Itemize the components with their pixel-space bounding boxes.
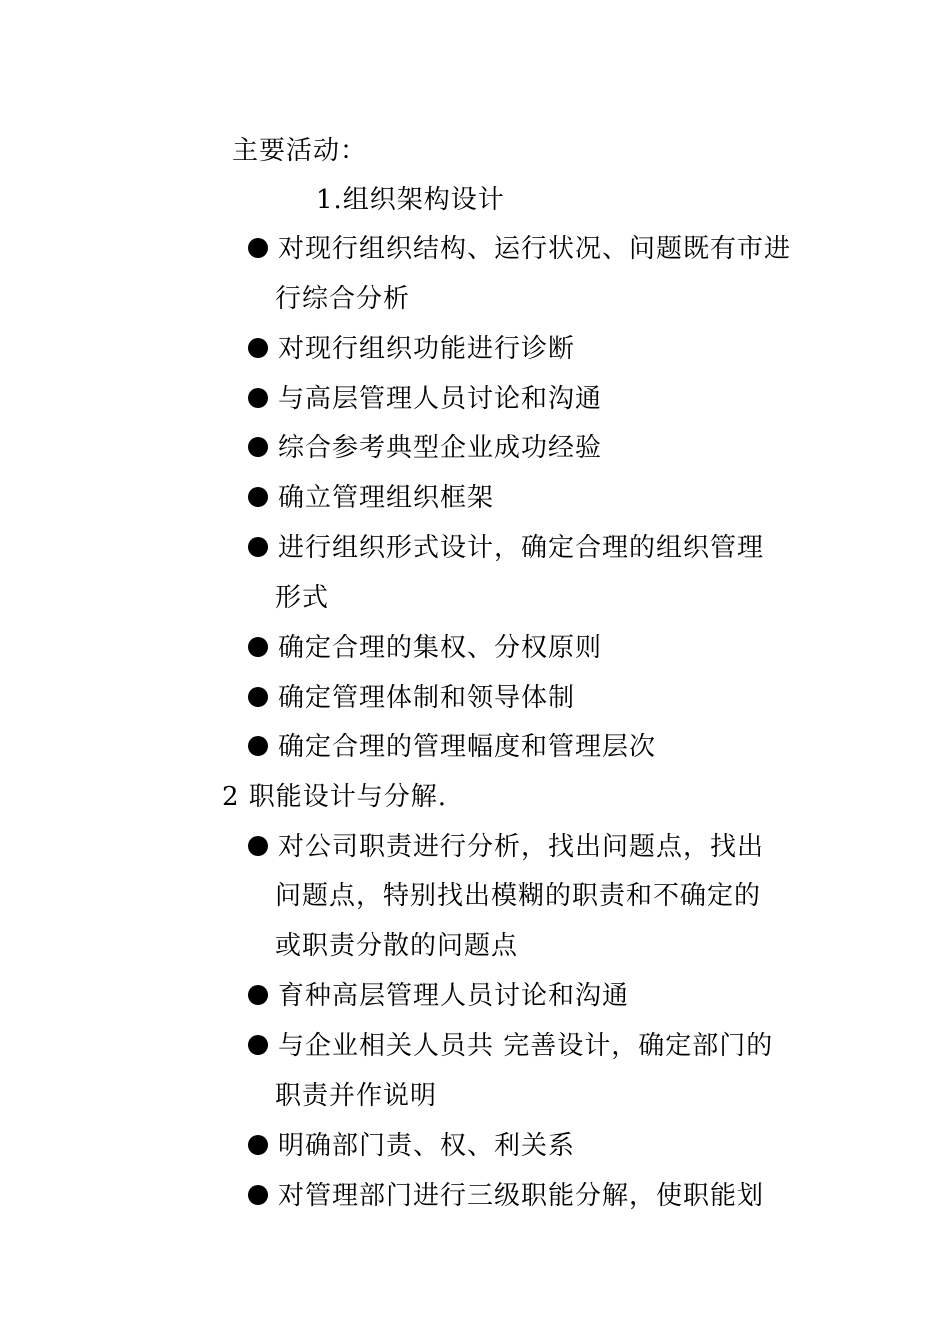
bullet-icon [248, 1185, 268, 1205]
bullet-icon [248, 437, 268, 457]
bullet-icon [248, 736, 268, 756]
bullet-icon [248, 687, 268, 707]
bullet-icon [248, 637, 268, 657]
bullet-icon [248, 985, 268, 1005]
list-item-text: 确定合理的集权、分权原则 [278, 633, 603, 663]
section-1-title: 1.组织架构设计 [316, 185, 505, 215]
bullet-icon [248, 388, 268, 408]
list-item-text: 与高层管理人员讨论和沟通 [278, 384, 603, 414]
list-item-text-continued: 形式 [275, 583, 330, 613]
bullet-icon [248, 1035, 268, 1055]
bullet-icon [248, 537, 268, 557]
list-item-text: 综合参考典型企业成功经验 [278, 433, 603, 463]
bullet-icon [248, 487, 268, 507]
bullet-icon [248, 338, 268, 358]
section-2-title: 2 职能设计与分解. [222, 782, 448, 812]
list-item-text: 进行组织形式设计，确定合理的组织管理 [278, 533, 765, 563]
list-item-text: 育种高层管理人员讨论和沟通 [278, 981, 630, 1011]
list-item-text: 对现行组织结构、运行状况、问题既有市进 [278, 234, 792, 264]
list-item-text: 与企业相关人员共 完善设计，确定部门的 [278, 1031, 774, 1061]
list-item-text: 对管理部门进行三级职能分解，使职能划 [278, 1181, 765, 1211]
list-item-text-continued: 职责并作说明 [275, 1081, 438, 1111]
bullet-icon [248, 1135, 268, 1155]
list-item-text: 明确部门责、权、利关系 [278, 1131, 576, 1161]
bullet-icon [248, 238, 268, 258]
list-item-text: 确定合理的管理幅度和管理层次 [278, 732, 657, 762]
list-item-text-continued: 问题点，特别找出模糊的职责和不确定的 [275, 881, 762, 911]
list-item-text: 对现行组织功能进行诊断 [278, 334, 576, 364]
list-item-text: 确定管理体制和领导体制 [278, 683, 576, 713]
list-item-text-continued: 行综合分析 [275, 284, 411, 314]
bullet-icon [248, 836, 268, 856]
list-item-text-continued: 或职责分散的问题点 [275, 931, 519, 961]
list-item-text: 确立管理组织框架 [278, 483, 495, 513]
activities-heading: 主要活动： [232, 136, 368, 166]
list-item-text: 对公司职责进行分析，找出问题点，找出 [278, 832, 765, 862]
